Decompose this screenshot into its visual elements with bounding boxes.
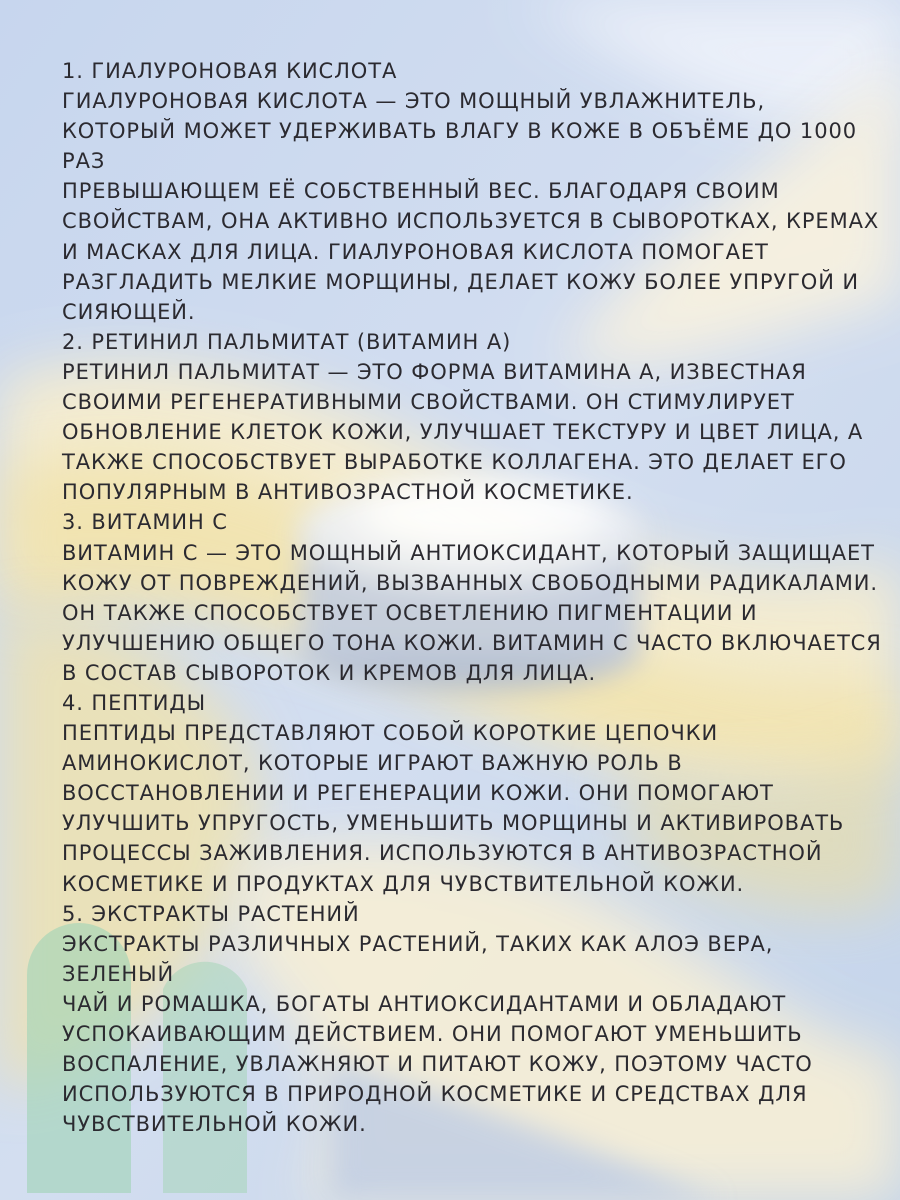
section-text: ПЕПТИДЫ ПРЕДСТАВЛЯЮТ СОБОЙ КОРОТКИЕ ЦЕПОЧКИ АМИНОКИСЛОТ, КОТОРЫЕ ИГРАЮТ ВАЖНУЮ РОЛЬ В ВОССТАНОВЛЕНИИ И РЕГЕНЕРАЦИИ КОЖИ. ОНИ ПОМОГАЮТ УЛУЧШИТЬ УПРУГОСТЬ, УМЕНЬШИТЬ МОРЩИНЫ И АКТИВИРОВАТЬ ПРОЦЕССЫ ЗАЖИВЛЕНИЯ. ИСПОЛЬЗУЮТСЯ В АНТИВОЗРАСТНОЙ КОСМЕТИКЕ И ПРОДУКТАХ ДЛЯ ЧУВСТВИТЕЛЬНОЙ КОЖИ. [62,721,845,896]
section-text: ВИТАМИН C — ЭТО МОЩНЫЙ АНТИОКСИДАНТ, КОТОРЫЙ ЗАЩИЩАЕТ КОЖУ ОТ ПОВРЕЖДЕНИЙ, ВЫЗВАННЫХ СВОБОДНЫМИ РАДИКАЛАМИ. ОН ТАКЖЕ СПОСОБСТВУЕТ ОСВЕТЛЕНИЮ ПИГМЕНТАЦИИ И УЛУЧШЕНИЮ ОБЩЕГО ТОНА КОЖИ. ВИТАМИН C ЧАСТО ВКЛЮЧАЕТСЯ В СОСТАВ СЫВОРОТОК И КРЕМОВ ДЛЯ ЛИЦА. [62,540,882,685]
ingredients-article [62,56,882,1139]
section-title: 4. ПЕПТИДЫ [62,690,207,715]
section-title: 3. ВИТАМИН C [62,510,228,535]
section-text: ЭКСТРАКТЫ РАЗЛИЧНЫХ РАСТЕНИЙ, ТАКИХ КАК АЛОЭ ВЕРА, ЗЕЛЕНЫЙ ЧАЙ И РОМАШКА, БОГАТЫ АНТИОКСИДАНТАМИ И ОБЛАДАЮТ УСПОКАИВАЮЩИМ ДЕЙСТВИЕМ. ОНИ ПОМОГАЮТ УМЕНЬШИТЬ ВОСПАЛЕНИЕ, УВЛАЖНЯЮТ И ПИТАЮТ КОЖУ, ПОЭТОМУ ЧАСТО ИСПОЛЬЗУЮТСЯ В ПРИРОДНОЙ КОСМЕТИКЕ И СРЕДСТВАХ ДЛЯ ЧУВСТВИТЕЛЬНОЙ КОЖИ. [62,931,813,1137]
ingredient-section [62,899,882,1140]
section-title: 2. РЕТИНИЛ ПАЛЬМИТАТ (ВИТАМИН A) [62,329,512,354]
section-title: 1. ГИАЛУРОНОВАЯ КИСЛОТА [62,59,398,83]
ingredient-section [62,688,882,899]
ingredient-section [62,327,882,508]
section-title: 5. ЭКСТРАКТЫ РАСТЕНИЙ [62,901,360,926]
section-text: ГИАЛУРОНОВАЯ КИСЛОТА — ЭТО МОЩНЫЙ УВЛАЖНИТЕЛЬ, КОТОРЫЙ МОЖЕТ УДЕРЖИВАТЬ ВЛАГУ В КОЖЕ В ОБЪЁМЕ ДО 1000 РАЗ ПРЕВЫШАЮЩЕМ ЕЁ СОБСТВЕННЫЙ ВЕС. БЛАГОДАРЯ СВОИМ СВОЙСТВАМ, ОНА АКТИВНО ИСПОЛЬЗУЕТСЯ В СЫВОРОТКАХ, КРЕМАХ И МАСКАХ ДЛЯ ЛИЦА. ГИАЛУРОНОВАЯ КИСЛОТА ПОМОГАЕТ РАЗГЛАДИТЬ МЕЛКИЕ МОРЩИНЫ, ДЕЛАЕТ КОЖУ БОЛЕЕ УПРУГОЙ И СИЯЮЩЕЙ. [62,89,880,324]
section-text: РЕТИНИЛ ПАЛЬМИТАТ — ЭТО ФОРМА ВИТАМИНА A, ИЗВЕСТНАЯ СВОИМИ РЕГЕНЕРАТИВНЫМИ СВОЙСТВАМИ. ОН СТИМУЛИРУЕТ ОБНОВЛЕНИЕ КЛЕТОК КОЖИ, УЛУЧШАЕТ ТЕКСТУРУ И ЦВЕТ ЛИЦА, А ТАКЖЕ СПОСОБСТВУЕТ ВЫРАБОТКЕ КОЛЛАГЕНА. ЭТО ДЕЛАЕТ ЕГО ПОПУЛЯРНЫМ В АНТИВОЗРАСТНОЙ КОСМЕТИКЕ. [62,359,864,505]
ingredient-section [62,507,882,688]
ingredient-section [62,56,882,327]
